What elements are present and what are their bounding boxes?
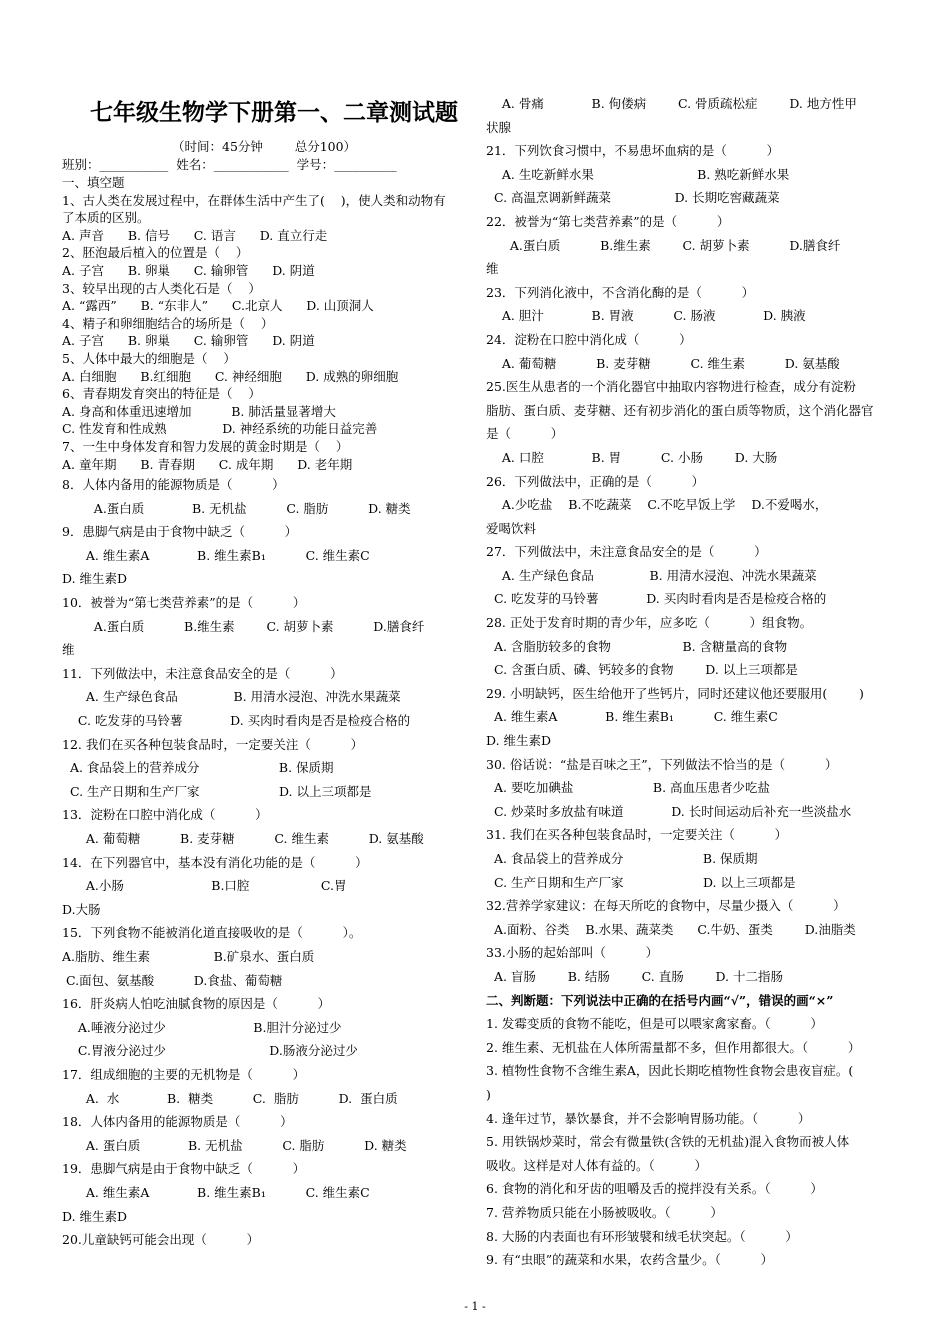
question-line: A. 维生素A B. 维生素B₁ C. 维生素C [62, 547, 370, 563]
question-line: 3、较早出现的古人类化石是（ ） [62, 280, 261, 296]
question-line: A. 骨痛 B. 佝偻病 C. 骨质疏松症 D. 地方性甲 [486, 96, 857, 111]
question-line: A. 葡萄糖 B. 麦芽糖 C. 维生素 D. 氨基酸 [62, 831, 424, 846]
question-line: 爱喝饮料 [486, 520, 537, 536]
question-line: D. 维生素D [62, 1208, 128, 1224]
question-line: A.面粉、谷类 B.水果、蔬菜类 C.牛奶、蛋类 D.油脂类 [486, 921, 856, 937]
question-line: 是（ ） [486, 426, 564, 442]
question-line: A.脂肪、维生素 B.矿泉水、蛋白质 [62, 948, 315, 964]
question-line: 了本质的区别。 [62, 210, 150, 226]
question-line: C. 性发育和性成熟 D. 神经系统的功能日益完善 [62, 421, 378, 437]
question-line: 31. 我们在买各种包装食品时，一定要关注（ ） [486, 827, 788, 843]
question-line: C. 吃发芽的马铃薯 D. 买肉时看肉是否是检疫合格的 [62, 713, 411, 729]
question-line: 7. 营养物质只能在小肠被吸收。（ ） [486, 1204, 723, 1220]
question-line: A. 蛋白质 B. 无机盐 C. 脂肪 D. 糖类 [62, 1137, 407, 1153]
exam-time-info: （时间：45分钟 总分100） [172, 139, 357, 154]
question-line: 18．人体内备用的能源物质是（ ） [62, 1114, 293, 1130]
question-line: 4、精子和卵细胞结合的场所是（ ） [62, 315, 274, 331]
question-line: C. 高温烹调新鲜蔬菜 D. 长期吃窖藏蔬菜 [486, 190, 780, 206]
question-line: 维 [62, 642, 75, 658]
question-line: 二、判断题：下列说法中正确的在括号内画“√”，错误的画“×” [486, 992, 834, 1008]
question-line: A. 盲肠 B. 结肠 C. 直肠 D. 十二指肠 [486, 968, 784, 984]
question-line: 12. 我们在买各种包装食品时，一定要关注（ ） [62, 736, 364, 752]
question-line: 11．下列做法中，未注意食品安全的是（ ） [62, 665, 343, 681]
question-line: A. 生吃新鲜水果 B. 熟吃新鲜水果 [486, 166, 790, 182]
question-line: 状腺 [486, 119, 512, 135]
question-line: 维 [486, 261, 499, 277]
question-line: A. 食品袋上的营养成分 B. 保质期 [62, 760, 334, 776]
question-line: A. 要吃加碘盐 B. 高血压患者少吃盐 [486, 780, 771, 796]
question-line: 5. 用铁锅炒菜时，常会有微量铁(含铁的无机盐)混入食物而被人体 [486, 1134, 850, 1150]
question-line: 14．在下列器官中，基本没有消化功能的是（ ） [62, 854, 368, 870]
question-line: A.少吃盐 B.不吃蔬菜 C.不吃早饭上学 D.不爱喝水， [486, 497, 828, 513]
question-line: 21．下列饮食习惯中，不易患坏血病的是（ ） [486, 143, 780, 159]
question-line: A. 水 B. 糖类 C. 脂肪 D. 蛋白质 [62, 1090, 398, 1106]
page-title: 七年级生物学下册第一、二章测试题 [90, 100, 458, 126]
question-line: ) [486, 1086, 491, 1102]
question-line: 29. 小明缺钙，医生给他开了些钙片，同时还建议他还要服用( ) [486, 685, 864, 701]
question-line: C. 生产日期和生产厂家 D. 以上三项都是 [486, 874, 796, 890]
question-line: 7、一生中身体发育和智力发展的黄金时期是（ ） [62, 438, 349, 454]
question-line: 1. 发霉变质的食物不能吃，但是可以喂家禽家畜。（ ） [486, 1016, 823, 1032]
question-line: 9. 有“虫眼”的蔬菜和水果，农药含量少。（ ） [486, 1252, 774, 1268]
question-line: A. 维生素A B. 维生素B₁ C. 维生素C [486, 709, 778, 725]
left-column [62, 92, 466, 1252]
question-line: C. 炒菜时多放盐有味道 D. 长时间运动后补充一些淡盐水 [486, 803, 852, 819]
question-line: A. 生产绿色食品 B. 用清水浸泡、冲洗水果蔬菜 [486, 567, 817, 583]
question-line: 22．被誉为“第七类营养素”的是（ ） [486, 213, 730, 229]
question-line: 26．下列做法中，正确的是（ ） [486, 473, 705, 489]
question-line: 1、古人类在发展过程中，在群体生活中产生了( )，使人类和动物有 [62, 192, 446, 208]
question-line: 13．淀粉在口腔中消化成（ ） [62, 807, 268, 823]
question-line: A.蛋白质 B. 无机盐 C. 脂肪 D. 糖类 [62, 500, 411, 516]
question-line: A. 胆汁 B. 胃液 C. 肠液 D. 胰液 [486, 308, 806, 324]
right-question-list [486, 92, 890, 1272]
question-line: 28. 正处于发育时期的青少年，应多吃（ ）组食物。 [486, 615, 813, 631]
question-line: 25.医生从患者的一个消化器官中抽取内容物进行检查，成分有淀粉 [486, 379, 856, 395]
question-line: A.蛋白质 B.维生素 C. 胡萝卜素 D.膳食纤 [486, 237, 841, 253]
question-line: A.唾液分泌过少 B.胆汁分泌过少 [62, 1019, 342, 1035]
question-line: A. 含脂肪较多的食物 B. 含糖量高的食物 [486, 638, 788, 654]
question-line: A. 童年期 B. 青春期 C. 成年期 D. 老年期 [62, 456, 353, 472]
question-line: A. 维生素A B. 维生素B₁ C. 维生素C [62, 1184, 370, 1200]
question-line: A. “露西” B. “东非人” C.北京人 D. 山顶洞人 [62, 298, 374, 314]
question-line: 32.营养学家建议：在每天所吃的食物中，尽量少摄入（ ） [486, 898, 846, 914]
question-line: A. 声音 B. 信号 C. 语言 D. 直立行走 [62, 227, 328, 243]
question-line: 一、填空题 [62, 175, 125, 190]
question-line: 4. 逢年过节，暴饮暴食，并不会影响胃肠功能。（ ） [486, 1110, 811, 1126]
question-line: D. 维生素D [486, 733, 552, 749]
question-line: 33.小肠的起始部叫（ ） [486, 945, 659, 961]
question-line: A. 子宫 B. 卵巢 C. 输卵管 D. 阴道 [62, 333, 315, 349]
question-line: A.小肠 B.口腔 C.胃 [62, 878, 347, 894]
student-info-line: 班别：___________ 姓名：____________ 学号：__________ [62, 157, 397, 172]
question-line: C. 吃发芽的马铃薯 D. 买肉时看肉是否是检疫合格的 [486, 591, 827, 607]
question-line: A. 子宫 B. 卵巢 C. 输卵管 D. 阴道 [62, 262, 315, 278]
question-line: 23．下列消化液中，不含消化酶的是（ ） [486, 284, 755, 300]
question-line: 15．下列食物不能被消化道直接吸收的是（ ）。 [62, 925, 362, 941]
question-line: 脂肪、蛋白质、麦芽糖、还有初步消化的蛋白质等物质，这个消化器官 [486, 402, 874, 418]
question-line: 17．组成细胞的主要的无机物是（ ） [62, 1066, 306, 1082]
question-line: 9．患脚气病是由于食物中缺乏（ ） [62, 524, 298, 540]
question-line: 10．被誉为“第七类营养素”的是（ ） [62, 595, 306, 611]
question-line: 6. 食物的消化和牙齿的咀嚼及舌的搅拌没有关系。（ ） [486, 1181, 823, 1197]
question-line: C. 生产日期和生产厂家 D. 以上三项都是 [62, 783, 372, 799]
question-line: 6、青春期发育突出的特征是（ ） [62, 386, 261, 402]
question-line: A. 白细胞 B.红细胞 C. 神经细胞 D. 成熟的卵细胞 [62, 368, 399, 384]
question-line: A. 口腔 B. 胃 C. 小肠 D. 大肠 [486, 449, 778, 465]
question-line: 27．下列做法中，未注意食品安全的是（ ） [486, 544, 767, 560]
left-question-list [62, 174, 466, 1252]
question-line: A. 葡萄糖 B. 麦芽糖 C. 维生素 D. 氨基酸 [486, 355, 840, 371]
question-line: C.面包、氨基酸 D.食盐、葡萄糖 [62, 972, 283, 988]
question-line: C. 含蛋白质、磷、钙较多的食物 D. 以上三项都是 [486, 662, 798, 678]
question-line: D. 维生素D [62, 571, 128, 587]
question-line: A. 食品袋上的营养成分 B. 保质期 [486, 851, 758, 866]
question-line: 16．肝炎病人怕吃油腻食物的原因是（ ） [62, 996, 331, 1012]
question-line: 19．患脚气病是由于食物中缺乏（ ） [62, 1161, 306, 1177]
question-line: C.胃液分泌过少 D.肠液分泌过少 [62, 1043, 358, 1059]
right-column [486, 92, 890, 1272]
question-line: A. 生产绿色食品 B. 用清水浸泡、冲洗水果蔬菜 [62, 689, 401, 705]
question-line: 5、人体中最大的细胞是（ ） [62, 350, 236, 366]
question-line: 3. 植物性食物不含维生素A，因此长期吃植物性食物会患夜盲症。( [486, 1063, 886, 1079]
page-number: - 1 - [464, 1300, 486, 1313]
question-line: D.大肠 [62, 901, 101, 917]
question-line: A.蛋白质 B.维生素 C. 胡萝卜素 D.膳食纤 [62, 618, 425, 634]
question-line: 24．淀粉在口腔中消化成（ ） [486, 331, 692, 347]
question-line: 8. 大肠的内表面也有环形皱襞和绒毛状突起。（ ） [486, 1228, 798, 1244]
question-line: 20.儿童缺钙可能会出现（ ） [62, 1232, 260, 1248]
question-line: 30. 俗话说：“盐是百味之王”，下列做法不恰当的是（ ） [486, 756, 838, 772]
question-line: 吸收。这样是对人体有益的。（ ） [486, 1157, 707, 1173]
question-line: 8．人体内备用的能源物质是（ ） [62, 477, 285, 493]
question-line: 2. 维生素、无机盐在人体所需量都不多，但作用都很大。（ ） [486, 1039, 861, 1055]
question-line: A. 身高和体重迅速增加 B. 肺活量显著增大 [62, 403, 336, 419]
question-line: 2、胚泡最后植入的位置是（ ） [62, 245, 249, 261]
